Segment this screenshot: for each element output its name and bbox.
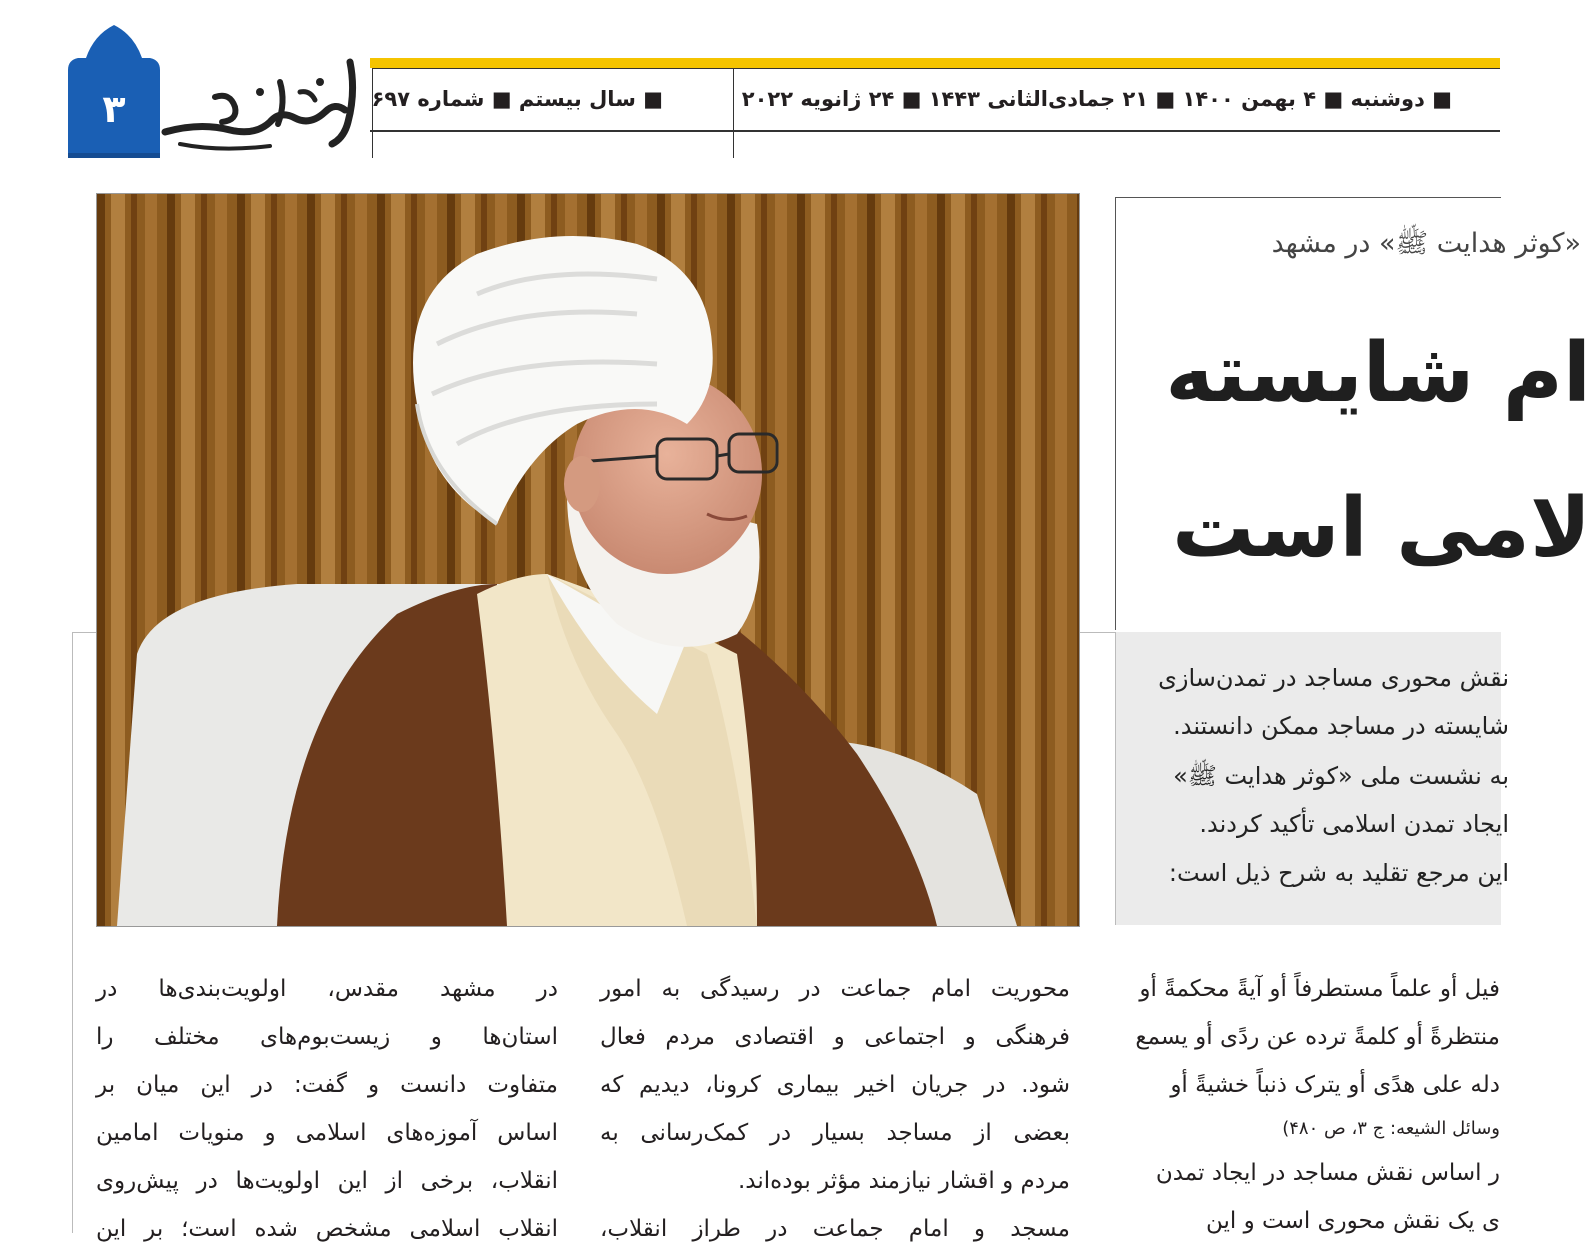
column-frame-line (72, 632, 73, 1233)
body-line: انقلاب، برخی از این اولویت‌ها در پیش‌روی (96, 1168, 558, 1194)
column-frame-top (72, 632, 96, 633)
body-line: فیل أو علماً مستطرفاً أو آیةً محکمةً أو (1139, 976, 1500, 1002)
body-line: ی یک نقش محوری است و این (1205, 1208, 1500, 1234)
lead-line: نقش محوری مساجد در تمدن‌سازی (1158, 664, 1509, 692)
column-frame-top (1078, 632, 1115, 633)
body-line: اساس آموزه‌های اسلامی و منویات امامین (96, 1120, 558, 1146)
date-box (734, 68, 1500, 158)
newspaper-logo (160, 52, 370, 158)
citation-line: وسائل الشیعه: ج ۳، ص ۴۸۰) (1282, 1118, 1500, 1139)
issue-info: ■ سال بیستم ■ شماره ۶۹۷ (371, 87, 663, 111)
body-line: فرهنگی و اجتماعی و اقتصادی مردم فعال (600, 1024, 1070, 1050)
page-number: ۳ (102, 87, 126, 131)
body-line: استان‌ها و زیست‌بوم‌های مختلف را (96, 1024, 558, 1050)
portrait-illustration (97, 194, 1079, 926)
lead-line: ایجاد تمدن اسلامی تأکید کردند. (1199, 810, 1509, 838)
article-column-2 (600, 965, 1070, 1242)
body-line: بعضی از مساجد بسیار در کمک‌رسانی به (600, 1120, 1070, 1146)
portrait-photo (96, 193, 1080, 927)
lead-line: این مرجع تقلید به شرح ذیل است: (1168, 859, 1509, 887)
date-line: ■ دوشنبه ■ ۴ بهمن ۱۴۰۰ ■ ۲۱ جمادی‌الثانی ۱۴۴۳ ■ ۲۴ ژانویه ۲۰۲۲ (741, 87, 1452, 111)
headline-box (1115, 197, 1591, 630)
masthead-accent-bar (370, 58, 1500, 68)
masthead-rule (370, 130, 1500, 132)
body-line: دله علی هدًی أو یترک ذنباً خشیةً أو (1170, 1072, 1500, 1098)
headline-line-2: لامی است (1172, 481, 1591, 576)
body-line: در مشهد مقدس، اولویت‌بندی‌ها در (96, 976, 558, 1002)
body-line: محوریت امام جماعت در رسیدگی به امور (600, 976, 1070, 1002)
logo-calligraphy-icon (160, 52, 370, 158)
lead-line: شایسته در مساجد ممکن دانستند. (1173, 712, 1509, 740)
issue-info-box (372, 68, 735, 158)
article-column-3 (1112, 965, 1500, 1233)
body-line: ر اساس نقش مساجد در ایجاد تمدن (1155, 1160, 1500, 1186)
body-line: شود. در جریان اخیر بیماری کرونا، دیدیم که (600, 1072, 1070, 1098)
body-line: انقلاب اسلامی مشخص شده است؛ بر این (96, 1216, 558, 1242)
headline-kicker: «کوثر هدایت ﷺ» در مشهد (1271, 228, 1581, 259)
body-line: مردم و اقشار نیازمند مؤثر بوده‌اند. (737, 1168, 1070, 1194)
page-number-badge (68, 25, 160, 158)
body-line: مسجد و امام جماعت در طراز انقلاب، (600, 1216, 1070, 1242)
body-line: منتظرةً أو کلمةً ترده عن ردًی أو یسمع (1135, 1024, 1500, 1050)
article-column-1 (96, 965, 558, 1242)
lead-line: به نشست ملی «کوثر هدایت ﷺ» (1173, 762, 1509, 790)
lead-box (1115, 632, 1509, 925)
headline-line-1: ام شایسته (1165, 326, 1591, 421)
body-line: متفاوت دانست و گفت: در این میان بر (96, 1072, 558, 1098)
